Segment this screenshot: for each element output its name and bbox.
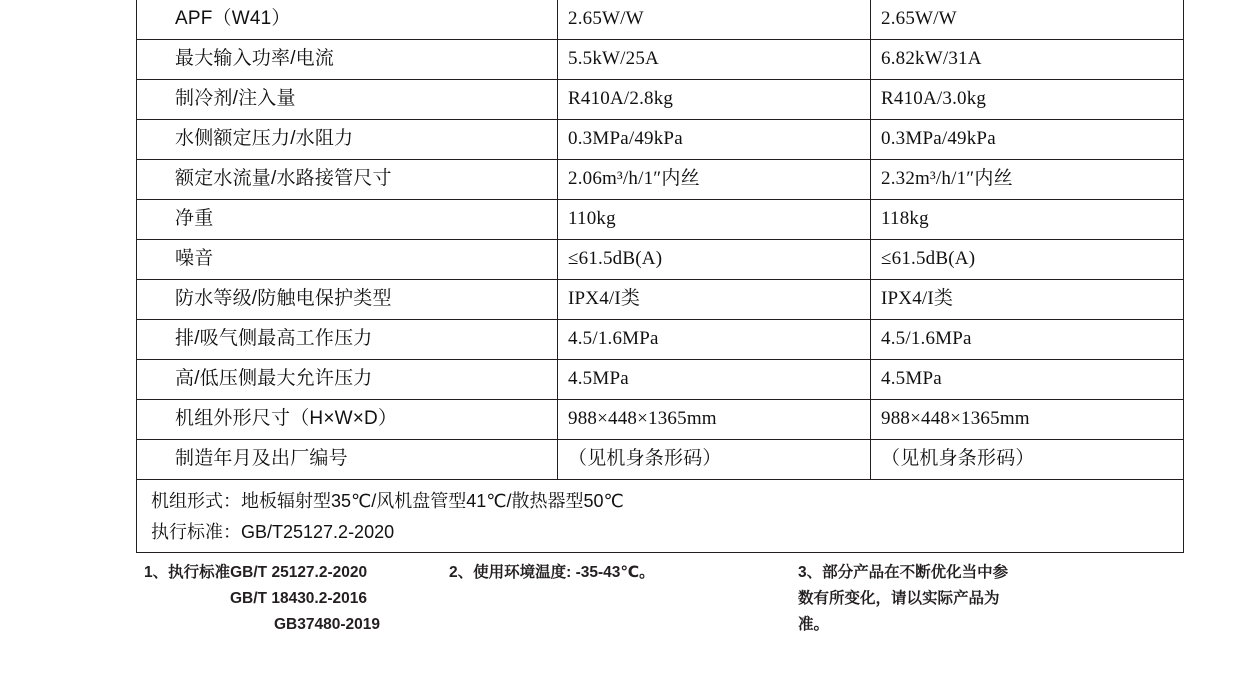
table-row: [137, 200, 1184, 240]
note-standards-line2: GB/T 18430.2-2016: [230, 590, 368, 607]
table-row: [137, 80, 1184, 120]
table-row: [137, 120, 1184, 160]
row-label: 机组外形尺寸（H×W×D）: [137, 400, 558, 440]
row-value-a: 0.3MPa/49kPa: [558, 120, 871, 160]
row-label: 额定水流量/水路接管尺寸: [137, 160, 558, 200]
standard-line: 执行标准：GB/T25127.2-2020: [151, 522, 395, 542]
row-value-a: 2.65W/W: [558, 0, 871, 40]
row-label: 排/吸气侧最高工作压力: [137, 320, 558, 360]
row-value-b: 2.65W/W: [871, 0, 1184, 40]
table-row: [137, 160, 1184, 200]
row-label: 制造年月及出厂编号: [137, 440, 558, 480]
row-value-b: （见机身条形码）: [871, 440, 1184, 480]
table-row: [137, 240, 1184, 280]
note-operating-temperature: [449, 560, 679, 586]
row-value-b: 118kg: [871, 200, 1184, 240]
table-row: [137, 360, 1184, 400]
note-operating-temperature-line1: 2、使用环境温度: -35-43℃。: [449, 564, 655, 581]
row-value-a: 4.5MPa: [558, 360, 871, 400]
table-row: [137, 400, 1184, 440]
row-value-b: 4.5MPa: [871, 360, 1184, 400]
note-standards-line1: 1、执行标准GB/T 25127.2-2020: [144, 564, 368, 581]
row-label: 高/低压侧最大允许压力: [137, 360, 558, 400]
row-value-a: IPX4/I类: [558, 280, 871, 320]
table-row: [137, 440, 1184, 480]
row-value-b: 988×448×1365mm: [871, 400, 1184, 440]
specifications-table: [136, 0, 1184, 553]
row-label: 水侧额定压力/水阻力: [137, 120, 558, 160]
row-value-a: 988×448×1365mm: [558, 400, 871, 440]
table-footer-cell: [137, 480, 1184, 553]
note-product-variation-line3: 准。: [798, 616, 830, 633]
table-row: [137, 0, 1184, 40]
row-label: 噪音: [137, 240, 558, 280]
row-label: 最大输入功率/电流: [137, 40, 558, 80]
row-value-a: R410A/2.8kg: [558, 80, 871, 120]
table-footer-row: [137, 480, 1184, 553]
row-label: 净重: [137, 200, 558, 240]
row-value-b: IPX4/I类: [871, 280, 1184, 320]
row-label: 防水等级/防触电保护类型: [137, 280, 558, 320]
row-value-a: 5.5kW/25A: [558, 40, 871, 80]
note-standards-line3: GB37480-2019: [274, 616, 380, 633]
row-label: APF（W41）: [137, 0, 558, 40]
note-product-variation-line1: 3、部分产品在不断优化当中参: [798, 564, 1009, 581]
row-value-a: （见机身条形码）: [558, 440, 871, 480]
row-value-a: 110kg: [558, 200, 871, 240]
row-value-a: 4.5/1.6MPa: [558, 320, 871, 360]
note-product-variation: [798, 560, 1066, 638]
row-value-b: 6.82kW/31A: [871, 40, 1184, 80]
row-value-a: 2.06m³/h/1″内丝: [558, 160, 871, 200]
note-product-variation-line2: 数有所变化，请以实际产品为: [798, 590, 1000, 607]
table-row: [137, 40, 1184, 80]
row-value-b: 2.32m³/h/1″内丝: [871, 160, 1184, 200]
row-value-a: ≤61.5dB(A): [558, 240, 871, 280]
row-value-b: 0.3MPa/49kPa: [871, 120, 1184, 160]
table-row: [137, 320, 1184, 360]
row-value-b: 4.5/1.6MPa: [871, 320, 1184, 360]
row-label: 制冷剂/注入量: [137, 80, 558, 120]
note-standards: [144, 560, 394, 638]
row-value-b: ≤61.5dB(A): [871, 240, 1184, 280]
row-value-b: R410A/3.0kg: [871, 80, 1184, 120]
table-body: [137, 0, 1184, 553]
table-row: [137, 280, 1184, 320]
unit-type-line: 机组形式：地板辐射型35℃/风机盘管型41℃/散热器型50℃: [151, 491, 624, 511]
